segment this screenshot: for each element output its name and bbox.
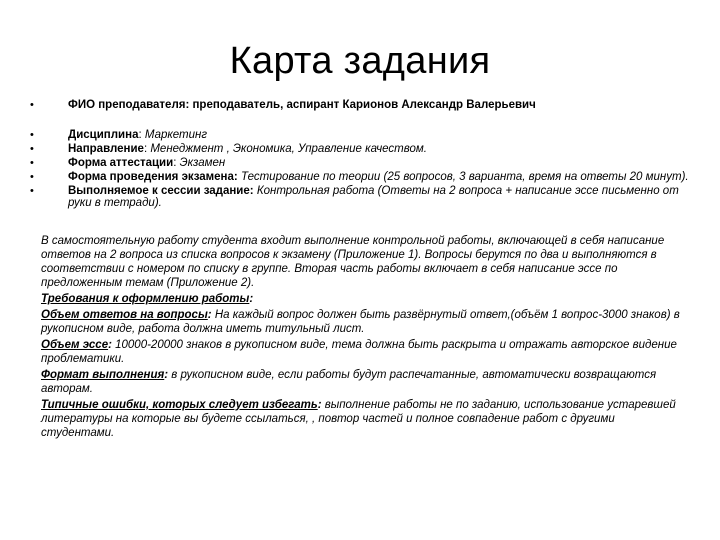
bullet-dot-icon: • [30, 157, 34, 169]
requirements-heading: Требования к оформлению работы: [41, 293, 254, 305]
bullet-dot-icon: • [30, 129, 34, 141]
bullet-exam-form [30, 171, 690, 183]
format-value: в рукописном виде, если работы будут распечатанные, автоматически возвращаются авторам. [41, 369, 657, 395]
bullet-dot-icon: • [30, 185, 34, 197]
bullet-dot-icon: • [30, 171, 34, 183]
format-label: Формат выполнения [41, 369, 165, 381]
session-task-label: Выполняемое к сессии задание: [68, 185, 254, 197]
essay-paragraph: Объем эссе: 10000-20000 знаков в рукописном виде, тема должна быть раскрыта и отражать авторское видение проблематики. [41, 339, 677, 365]
errors-paragraph: Типичные ошибки, которых следует избегать: выполнение работы не по заданию, использование устаревшей литературы на которые вы будете ссылаться, , повтор частей и полное совпадение работ с другими студентами. [41, 399, 676, 439]
attestation-label: Форма аттестации [68, 157, 174, 169]
direction-label: Направление [68, 143, 144, 155]
session-task-value: Контрольная работа (Ответы на 2 вопроса + написание эссе письменно от руки в тетради). [68, 185, 679, 209]
discipline-label: Дисциплина [68, 129, 139, 141]
errors-value: выполнение работы не по заданию, использование устаревшей литературы на которые вы будете ссылаться, , повтор частей и полное совпадение работ с другими студентами. [41, 399, 676, 439]
answers-value: На каждый вопрос должен быть развёрнутый ответ,(объём 1 вопрос-3000 знаков) в рукописном виде, работа должна иметь титульный лист. [41, 309, 680, 335]
exam-form-label: Форма проведения экзамена: [68, 171, 238, 183]
bullet-attestation: • Форма аттестации: Экзамен [30, 157, 226, 169]
essay-value: 10000-20000 знаков в рукописном виде, тема должна быть раскрыта и отражать авторское видение проблематики. [41, 339, 677, 365]
intro-paragraph: В самостоятельную работу студента входит выполнение контрольной работы, включающей в себя написание ответов на 2 вопроса из списка вопросов к экзамену (Приложение 1). Вопросы берутся по два и выполняются в соответствии с номером по списку в группе. Вторая часть работы включает в себя написание эссе по предложенным темам (Приложение 2). [41, 235, 665, 289]
direction-value: Менеджмент , Экономика, Управление качеством. [150, 143, 427, 155]
answers-label: Объем ответов на вопросы [41, 309, 208, 321]
exam-form-value: Тестирование по теории (25 вопросов, 3 варианта, время на ответы 20 минут). [240, 171, 689, 183]
attestation-value: Экзамен [179, 157, 226, 169]
slide-title: Карта задания [229, 40, 491, 82]
bullet-list [30, 99, 690, 211]
bullet-teacher [30, 99, 690, 111]
bullet-direction: • Направление: Менеджмент , Экономика, Управление качеством. [30, 143, 427, 155]
discipline-value: Маркетинг [144, 129, 208, 141]
essay-label: Объем эссе [41, 339, 109, 351]
bullet-discipline: • Дисциплина: Маркетинг [30, 129, 208, 141]
bullet-dot-icon: • [30, 143, 34, 155]
assignment-body [41, 234, 681, 442]
format-paragraph: Формат выполнения: в рукописном виде, если работы будут распечатанные, автоматически возвращаются авторам. [41, 369, 657, 395]
bullet-session-task [30, 185, 690, 209]
errors-label: Типичные ошибки, которых следует избегать [41, 399, 318, 411]
answers-paragraph: Объем ответов на вопросы: На каждый вопрос должен быть развёрнутый ответ,(объём 1 вопрос-3000 знаков) в рукописном виде, работа должна иметь титульный лист. [41, 309, 680, 335]
bullet-dot-icon: • [30, 99, 34, 111]
teacher-text: ФИО преподавателя: преподаватель, аспирант Карионов Александр Валерьевич [68, 99, 536, 111]
